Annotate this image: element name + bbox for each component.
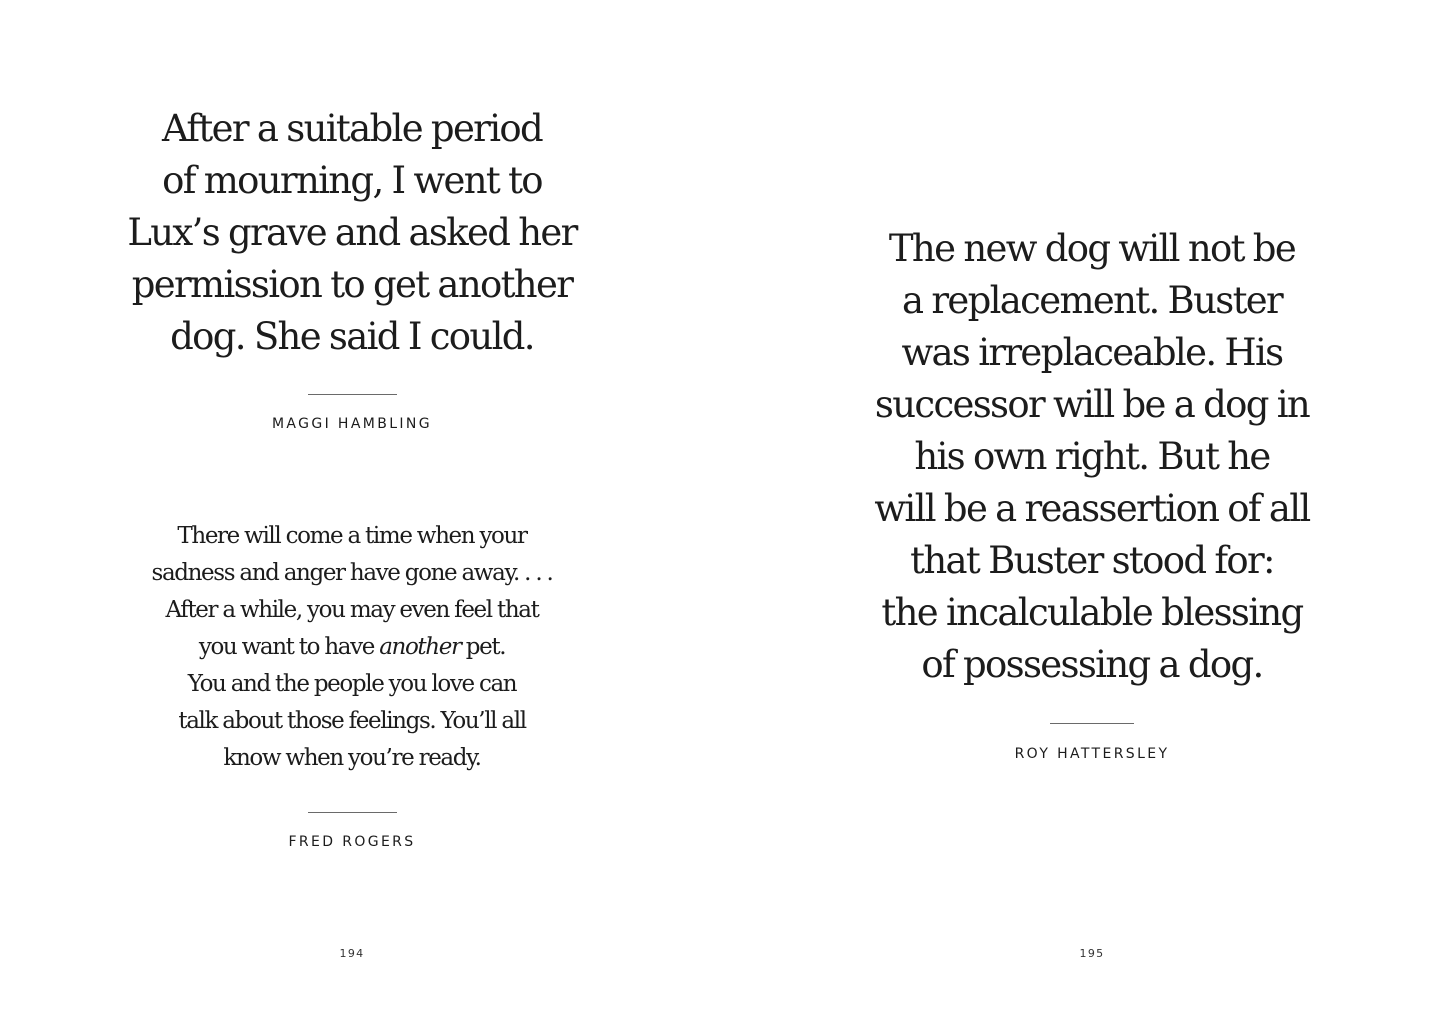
quote-line: sadness and anger have gone away. . . . bbox=[151, 560, 553, 586]
divider-rule bbox=[308, 812, 397, 813]
attribution-hattersley: ROY HATTERSLEY bbox=[1014, 746, 1170, 762]
page-number: 194 bbox=[339, 947, 365, 960]
quote-line bbox=[102, 629, 602, 666]
quote-line: The new dog will not be bbox=[888, 227, 1296, 270]
quote-line: permission to get another bbox=[131, 263, 573, 306]
quote-line: the incalculable blessing bbox=[881, 591, 1303, 634]
quote-line: of possessing a dog. bbox=[921, 643, 1263, 686]
quote-line: successor will be a dog in bbox=[874, 383, 1310, 426]
quote-line: will be a reassertion of all bbox=[874, 487, 1310, 530]
quote-line: There will come a time when your bbox=[177, 523, 527, 549]
quote-line: Lux’s grave and asked her bbox=[127, 211, 577, 254]
quote-line: a replacement. Buster bbox=[901, 279, 1283, 322]
quote-text: pet. bbox=[460, 634, 506, 660]
attribution-rogers: FRED ROGERS bbox=[288, 834, 416, 850]
attribution-hambling: MAGGI HAMBLING bbox=[271, 416, 433, 432]
quote-emphasis: another bbox=[379, 634, 461, 660]
divider-rule bbox=[308, 394, 397, 395]
divider-rule bbox=[1050, 723, 1134, 724]
quote-line: dog. She said I could. bbox=[170, 315, 534, 358]
left-page bbox=[0, 0, 722, 1012]
right-page bbox=[723, 0, 1445, 1012]
quote-text: you want to have bbox=[198, 634, 380, 660]
quote-line: You and the people you love can bbox=[187, 671, 517, 697]
quote-line: of mourning, I went to bbox=[162, 159, 542, 202]
quote-line: After a suitable period bbox=[162, 107, 542, 150]
quote-line: his own right. But he bbox=[914, 435, 1270, 478]
quote-line: After a while, you may even feel that bbox=[165, 597, 539, 623]
page-number: 195 bbox=[1079, 947, 1105, 960]
quote-line: talk about those feelings. You’ll all bbox=[178, 708, 526, 734]
quote-hambling bbox=[52, 103, 652, 363]
quote-rogers bbox=[102, 518, 602, 777]
quote-line: was irreplaceable. His bbox=[901, 331, 1283, 374]
quote-hattersley bbox=[777, 223, 1407, 691]
quote-line: know when you’re ready. bbox=[223, 745, 481, 771]
quote-line: that Buster stood for: bbox=[910, 539, 1274, 582]
